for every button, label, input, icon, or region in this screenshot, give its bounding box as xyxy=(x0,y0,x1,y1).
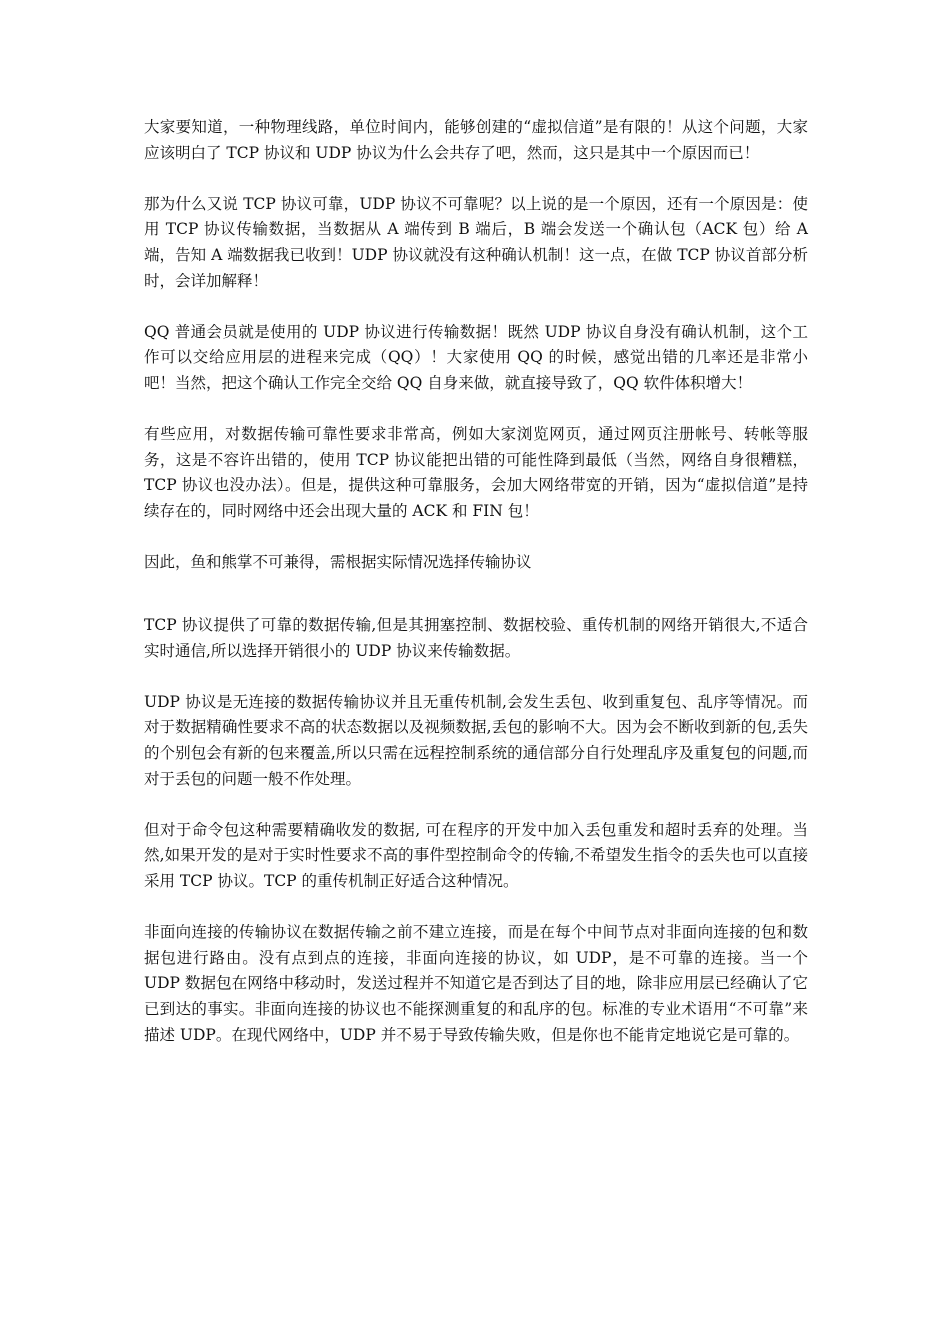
paragraph-choose-protocol: 因此，鱼和熊掌不可兼得，需根据实际情况选择传输协议 xyxy=(144,553,532,572)
paragraph-virtual-channel-limit: 大家要知道，一种物理线路，单位时间内，能够创建的“虚拟信道”是有限的！从这个问题，大家应该明白了 TCP 协议和 UDP 协议为什么会共存了吧，然而，这只是其中一个原因而已！ xyxy=(144,118,808,162)
paragraph-non-connection-oriented: 非面向连接的传输协议在数据传输之前不建立连接，而是在每个中间节点对非面向连接的包和数据包进行路由。没有点到点的连接，非面向连接的协议，如 UDP，是不可靠的连接。当一个 UDP 数据包在网络中移动时，发送过程并不知道它是否到达了目的地，除非应用层已经确认了它已到达的事实。非面向连接的协议也不能探测重复的和乱序的包。标准的专业术语用“不可靠”来描述 UDP。在现代网络中，UDP 并不易于导致传输失败，但是你也不能肯定地说它是可靠的。 xyxy=(144,923,808,1044)
paragraph-udp-connectionless: UDP 协议是无连接的数据传输协议并且无重传机制,会发生丢包、收到重复包、乱序等情况。而对于数据精确性要求不高的状态数据以及视频数据,丢包的影响不大。因为会不断收到新的包,丢失的个别包会有新的包来覆盖,所以只需在远程控制系统的通信部分自行处理乱序及重复包的问题,而对于丢包的问题一般不作处理。 xyxy=(144,692,808,788)
paragraph-tcp-overhead: TCP 协议提供了可靠的数据传输,但是其拥塞控制、数据校验、重传机制的网络开销很大,不适合实时通信,所以选择开销很小的 UDP 协议来传输数据。 xyxy=(144,616,808,660)
paragraph-reliable-applications: 有些应用，对数据传输可靠性要求非常高，例如大家浏览网页，通过网页注册帐号、转帐等服务，这是不容许出错的，使用 TCP 协议能把出错的可能性降到最低（当然，网络自身很糟糕，TCP 协议也没办法）。但是，提供这种可靠服务，会加大网络带宽的开销，因为“虚拟信道”是持续存在的，同时网络中还会出现大量的 ACK 和 FIN 包！ xyxy=(144,425,808,520)
paragraph-qq-udp: QQ 普通会员就是使用的 UDP 协议进行传输数据！既然 UDP 协议自身没有确认机制，这个工作可以交给应用层的进程来完成（QQ）！大家使用 QQ 的时候，感觉出错的几率还是非常小吧！当然，把这个确认工作完全交给 QQ 自身来做，就直接导致了，QQ 软件体积增大！ xyxy=(144,322,808,392)
paragraph-command-packets: 但对于命令包这种需要精确收发的数据, 可在程序的开发中加入丢包重发和超时丢弃的处理。当然,如果开发的是对于实时性要求不高的事件型控制命令的传输,不希望发生指令的丢失也可以直接采用 TCP 协议。TCP 的重传机制正好适合这种情况。 xyxy=(144,820,808,890)
section-tcp-udp-overview xyxy=(144,115,808,601)
paragraph-reliability-ack: 那为什么又说 TCP 协议可靠，UDP 协议不可靠呢？以上说的是一个原因，还有一个原因是：使用 TCP 协议传输数据，当数据从 A 端传到 B 端后，B 端会发送一个确认包（ACK 包）给 A 端，告知 A 端数据我已收到！UDP 协议就没有这种确认机制！这一点，在做 TCP 协议首部分析时，会详加解释！ xyxy=(144,194,808,290)
section-remote-control-protocol xyxy=(144,613,808,1074)
